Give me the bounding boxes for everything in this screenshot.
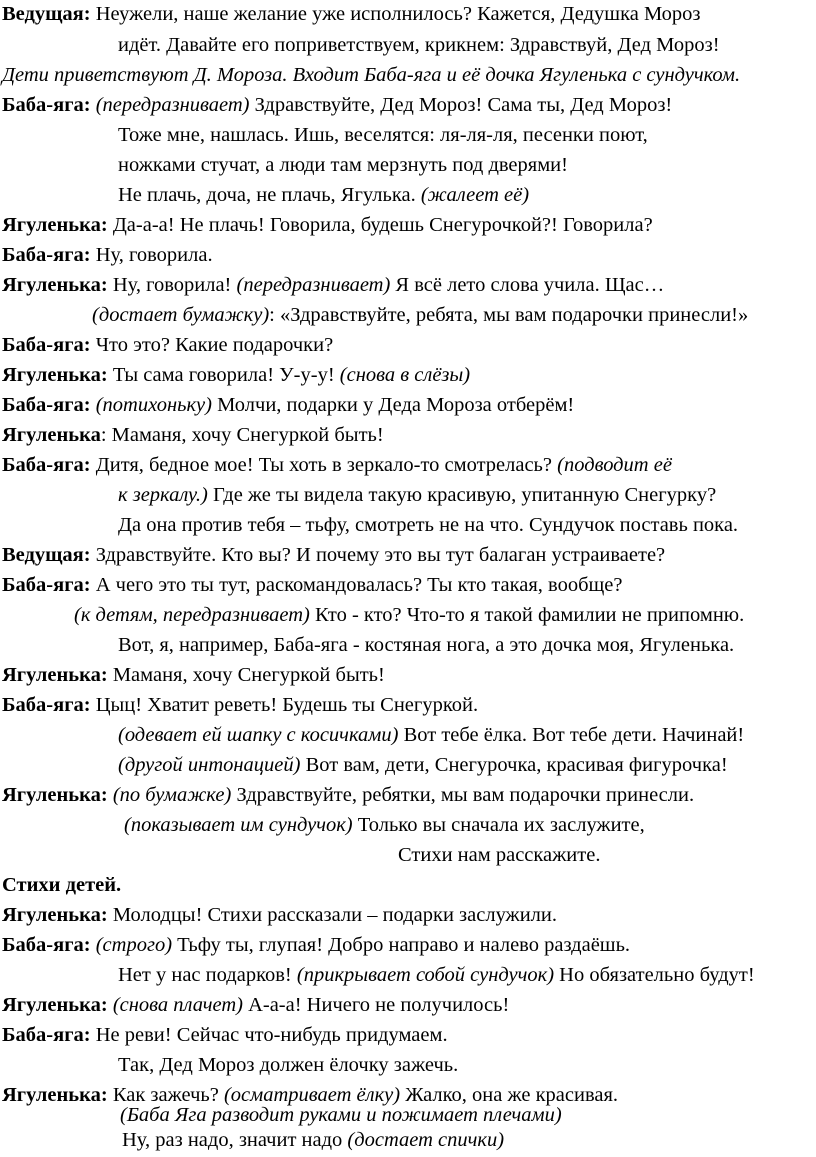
- stage-direction-text: (передразнивает): [95, 94, 250, 116]
- speaker-label: Ягуленька:: [2, 274, 108, 296]
- speaker-label: Ягуленька:: [2, 1084, 108, 1106]
- script-line: [92, 301, 748, 329]
- line-text: Вот вам, дети, Снегурочка, красивая фигурочка!: [300, 754, 728, 776]
- script-line: [2, 661, 385, 689]
- line-text: Я всё лето слова учила. Щас…: [390, 274, 665, 296]
- line-text: А чего это ты тут, раскомандовалась? Ты кто такая, вообще?: [90, 574, 623, 596]
- line-text: Не плачь, доча, не плачь, Ягулька.: [118, 184, 421, 206]
- line-text: : Маманя, хочу Снегуркой быть!: [100, 424, 384, 446]
- line-text: Здравствуйте, Дед Мороз! Сама ты, Дед Мороз!: [249, 94, 673, 116]
- line-text: Так, Дед Мороз должен ёлочку зажечь.: [118, 1054, 459, 1076]
- speaker-label: Ягуленька:: [2, 214, 108, 236]
- line-text: идёт. Давайте его поприветствуем, крикнем: Здравствуй, Дед Мороз!: [118, 34, 720, 56]
- script-line: [2, 241, 213, 269]
- line-text: Ну, говорила!: [107, 274, 237, 296]
- line-text: Молодцы! Стихи рассказали – подарки заслужили.: [107, 904, 558, 926]
- line-text: Молчи, подарки у Деда Мороза отберём!: [211, 394, 575, 416]
- script-line: [118, 751, 728, 779]
- line-text: Да она против тебя – тьфу, смотреть не на что. Сундучок поставь пока.: [118, 514, 739, 536]
- line-text: Нет у нас подарков!: [118, 964, 297, 986]
- speaker-label: Ягуленька:: [2, 904, 108, 926]
- line-text: Здравствуйте, ребятки, мы вам подарочки принесли.: [231, 784, 695, 806]
- line-text: : «Здравствуйте, ребята, мы вам подарочки принесли!»: [269, 304, 749, 326]
- speaker-label: Баба-яга:: [2, 334, 91, 356]
- speaker-label: Баба-яга:: [2, 454, 91, 476]
- line-text: Неужели, наше желание уже исполнилось? Кажется, Дедушка Мороз: [90, 3, 701, 25]
- stage-direction-text: (прикрывает собой сундучок): [296, 964, 555, 986]
- script-line: [74, 601, 744, 629]
- speaker-label: Ведущая:: [2, 544, 91, 566]
- line-text: А-а-а! Ничего не получилось!: [242, 994, 510, 1016]
- script-line: [2, 991, 509, 1019]
- script-line: [118, 121, 648, 149]
- script-line: [2, 781, 694, 809]
- script-line: [118, 481, 716, 509]
- speaker-label: Ягуленька:: [2, 364, 108, 386]
- line-text: Вот тебе ёлка. Вот тебе дети. Начинай!: [398, 724, 745, 746]
- section-heading-text: Стихи детей.: [2, 874, 122, 896]
- script-line: [118, 721, 744, 749]
- stage-direction-text: (показывает им сундучок): [124, 814, 353, 836]
- stage-direction-text: (снова плачет): [112, 994, 243, 1016]
- stage-direction-text: (передразнивает): [236, 274, 391, 296]
- script-line: [118, 961, 755, 989]
- line-text: Ну, раз надо, значит надо: [122, 1129, 348, 1151]
- line-text: Стихи нам расскажите.: [398, 844, 601, 866]
- stage-direction-text: (осматривает ёлку): [223, 1084, 401, 1106]
- line-text: Не реви! Сейчас что-нибудь придумаем.: [90, 1024, 448, 1046]
- line-text: Жалко, она же красивая.: [400, 1084, 619, 1106]
- speaker-label: Баба-яга:: [2, 394, 91, 416]
- line-text: Здравствуйте. Кто вы? И почему это вы тут балаган устраиваете?: [90, 544, 666, 566]
- speaker-label: Баба-яга:: [2, 94, 91, 116]
- line-text: Но обязательно будут!: [554, 964, 755, 986]
- stage-direction-text: (подводит её: [557, 454, 672, 476]
- stage-direction-text: (потихоньку): [95, 394, 212, 416]
- speaker-label: Ягуленька:: [2, 784, 108, 806]
- speaker-label: Баба-яга:: [2, 694, 91, 716]
- stage-direction-text: (Баба Яга разводит руками и пожимает плечами): [120, 1104, 562, 1126]
- line-text: Да-а-а! Не плачь! Говорила, будешь Снегурочкой?! Говорила?: [107, 214, 653, 236]
- speaker-label: Баба-яга:: [2, 1024, 91, 1046]
- script-line: [2, 931, 630, 959]
- stage-direction-text: (достает спички): [347, 1129, 505, 1151]
- stage-direction: [120, 1101, 562, 1129]
- script-line: [2, 1021, 448, 1049]
- stage-direction-text: (снова в слёзы): [339, 364, 471, 386]
- stage-direction-text: к зеркалу.): [118, 484, 208, 506]
- script-line: [2, 691, 478, 719]
- script-line: [118, 181, 529, 209]
- script-line: [2, 91, 672, 119]
- script-line: [2, 0, 701, 28]
- script-line: [118, 631, 734, 659]
- line-text: Ты сама говорила! У-у-у!: [107, 364, 340, 386]
- script-line: [2, 331, 333, 359]
- script-line: [124, 811, 645, 839]
- speaker-label: Ведущая:: [2, 3, 91, 25]
- stage-direction: [2, 61, 740, 89]
- stage-direction-text: (одевает ей шапку с косичками): [118, 724, 399, 746]
- speaker-label: Баба-яга:: [2, 934, 91, 956]
- section-heading: [2, 871, 121, 899]
- line-text: Тьфу ты, глупая! Добро направо и налево раздаёшь.: [172, 934, 631, 956]
- stage-direction-text: (достает бумажку): [92, 304, 270, 326]
- line-text: Маманя, хочу Снегуркой быть!: [107, 664, 385, 686]
- script-line: [2, 451, 672, 479]
- script-line: [2, 541, 665, 569]
- script-line: [118, 31, 720, 59]
- script-line: [118, 511, 738, 539]
- script-line: [2, 361, 470, 389]
- script-line: [2, 901, 557, 929]
- script-line: [2, 271, 664, 299]
- script-line: [398, 841, 600, 869]
- script-line: [2, 211, 653, 239]
- stage-direction-text: (другой интонацией): [118, 754, 301, 776]
- script-line: [118, 151, 568, 179]
- line-text: Цыц! Хватит реветь! Будешь ты Снегуркой.: [90, 694, 479, 716]
- line-text: Как зажечь?: [107, 1084, 224, 1106]
- speaker-label: Ягуленька:: [2, 664, 108, 686]
- speaker-label: Баба-яга:: [2, 574, 91, 596]
- speaker-label: Ягуленька:: [2, 994, 108, 1016]
- line-text: Кто - кто? Что-то я такой фамилии не припомню.: [309, 604, 745, 626]
- line-text: Что это? Какие подарочки?: [90, 334, 334, 356]
- speaker-label: Ягуленька: [2, 424, 101, 446]
- line-text: Где же ты видела такую красивую, упитанную Снегурку?: [207, 484, 717, 506]
- stage-direction-text: (по бумажке): [112, 784, 232, 806]
- speaker-label: Баба-яга:: [2, 244, 91, 266]
- line-text: Дитя, бедное мое! Ты хоть в зеркало-то смотрелась?: [90, 454, 558, 476]
- stage-direction-text: (к детям, передразнивает): [74, 604, 310, 626]
- stage-direction-text: (жалеет её): [420, 184, 530, 206]
- script-line: [2, 391, 574, 419]
- stage-direction-text: (строго): [95, 934, 173, 956]
- line-text: Ну, говорила.: [90, 244, 213, 266]
- line-text: Тоже мне, нашлась. Ишь, веселятся: ля-ля-ля, песенки поют,: [118, 124, 648, 146]
- line-text: ножками стучат, а люди там мерзнуть под дверями!: [118, 154, 568, 176]
- script-line: [122, 1126, 504, 1154]
- line-text: Вот, я, например, Баба-яга - костяная нога, а это дочка моя, Ягуленька.: [118, 634, 735, 656]
- script-line: [2, 421, 384, 449]
- stage-direction-text: Дети приветствуют Д. Мороза. Входит Баба-яга и её дочка Ягуленька с сундучком.: [2, 64, 741, 86]
- line-text: Только вы сначала их заслужите,: [352, 814, 645, 836]
- script-line: [118, 1051, 458, 1079]
- script-line: [2, 571, 623, 599]
